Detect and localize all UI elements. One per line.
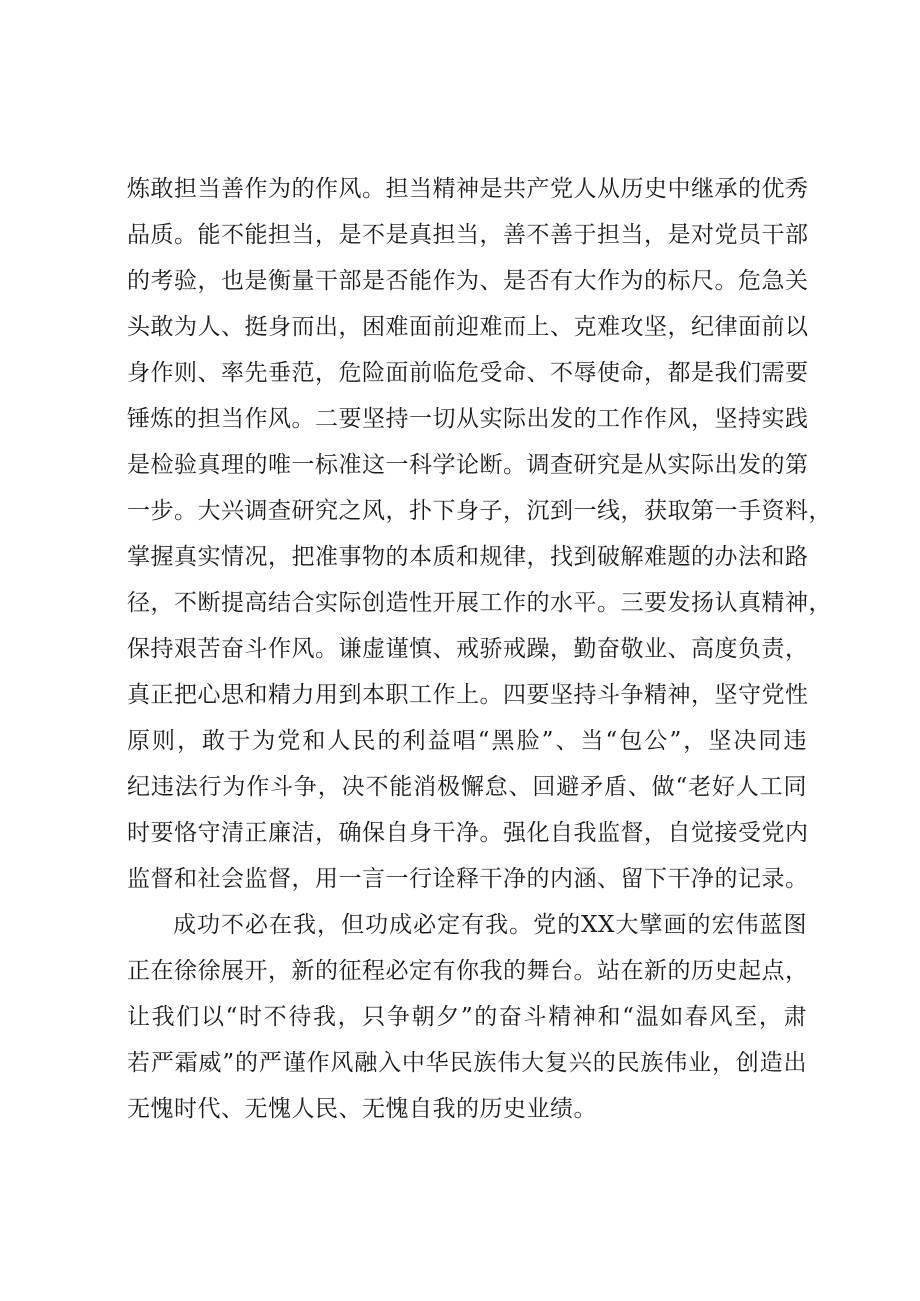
- paragraph-2-line: 成功不必在我，但功成必定有我。党的XX大擘画的宏伟蓝图: [173, 912, 807, 938]
- paragraph-1-line: 保持艰苦奋斗作风。谦虚谨慎、戒骄戒躁，勤奋敬业、高度负责，: [127, 636, 809, 662]
- paragraph-1-line: 品质。能不能担当，是不是真担当，善不善于担当，是对党员干部: [127, 222, 809, 248]
- paragraph-2: [127, 902, 807, 1132]
- paragraph-1-line: 头敢为人、挺身而出，困难面前迎难而上、克难攻坚，纪律面前以: [127, 314, 809, 340]
- paragraph-2-line: 让我们以“时不待我，只争朝夕”的奋斗精神和“温如春风至，肃: [127, 1004, 807, 1030]
- paragraph-1-line: 炼敢担当善作为的作风。担当精神是共产党人从历史中继承的优秀: [127, 176, 809, 202]
- paragraph-1-line: 时要恪守清正廉洁，确保自身干净。强化自我监督，自觉接受党内: [127, 820, 809, 846]
- document-body: [127, 166, 832, 1132]
- paragraph-1-line: 监督和社会监督，用一言一行诠释干净的内涵、留下干净的记录。: [127, 866, 809, 892]
- paragraph-1: [127, 166, 832, 902]
- paragraph-1-line: 的考验，也是衡量干部是否能作为、是否有大作为的标尺。危急关: [127, 268, 809, 294]
- paragraph-2-line: 无愧时代、无愧人民、无愧自我的历史业绩。: [127, 1096, 597, 1122]
- paragraph-1-line: 锤炼的担当作风。二要坚持一切从实际出发的工作作风，坚持实践: [127, 406, 809, 432]
- paragraph-2-line: 正在徐徐展开，新的征程必定有你我的舞台。站在新的历史起点，: [127, 958, 809, 984]
- paragraph-1-line: 纪违法行为作斗争，决不能消极懈怠、回避矛盾、做“老好人工同: [127, 774, 807, 800]
- paragraph-1-line: 原则，敢于为党和人民的利益唱“黑脸”、当“包公”，坚决同违: [127, 728, 807, 754]
- paragraph-1-line: 一步。大兴调查研究之风，扑下身子，沉到一线，获取第一手资料，: [127, 498, 832, 524]
- paragraph-1-line: 身作则、率先垂范，危险面前临危受命、不辱使命，都是我们需要: [127, 360, 809, 386]
- paragraph-1-line: 真正把心思和精力用到本职工作上。四要坚持斗争精神，坚守党性: [127, 682, 809, 708]
- paragraph-1-line: 径，不断提高结合实际创造性开展工作的水平。三要发扬认真精神，: [127, 590, 832, 616]
- paragraph-1-line: 掌握真实情况，把准事物的本质和规律，找到破解难题的办法和路: [127, 544, 809, 570]
- paragraph-2-line: 若严霜威”的严谨作风融入中华民族伟大复兴的民族伟业，创造出: [127, 1050, 807, 1076]
- paragraph-1-line: 是检验真理的唯一标准这一科学论断。调查研究是从实际出发的第: [127, 452, 809, 478]
